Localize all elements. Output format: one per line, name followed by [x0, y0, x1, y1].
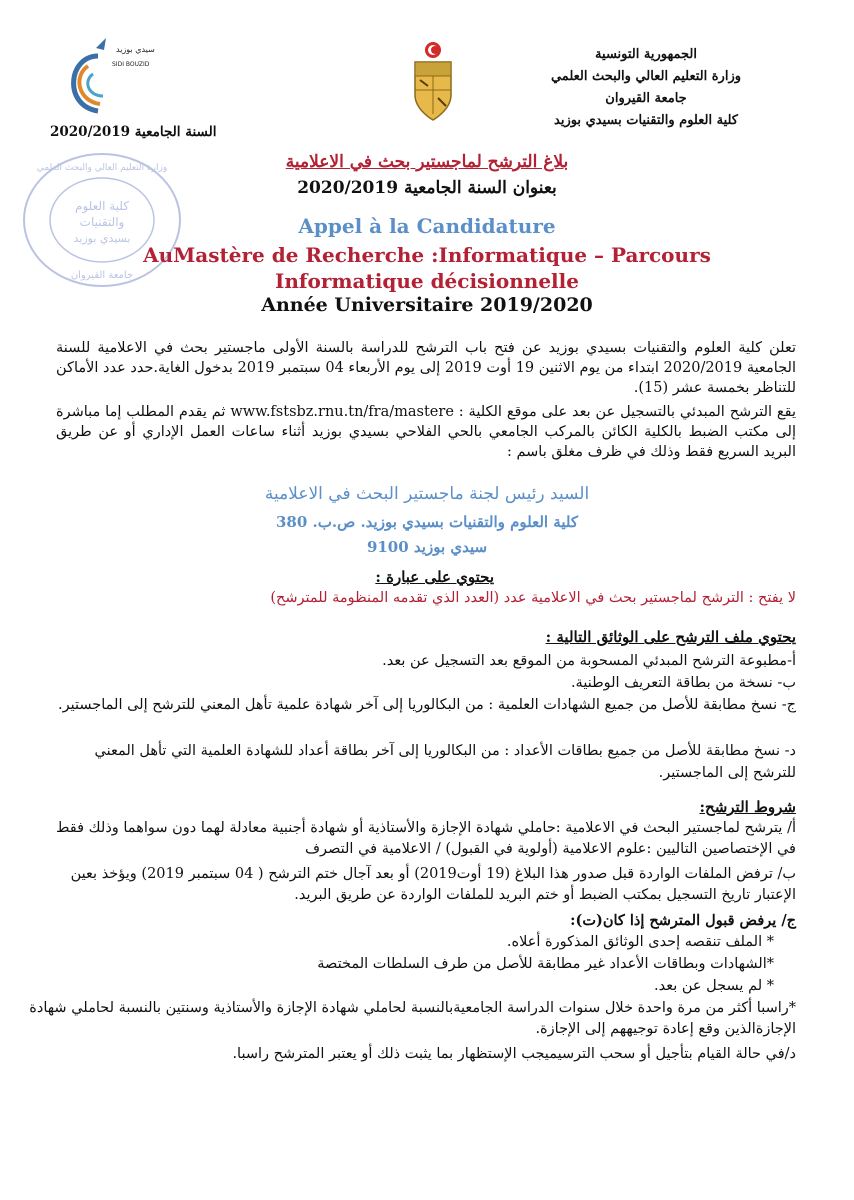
- rejection-item: *الشهادات وبطاقات الأعداد غير مطابقة للأصل من طرف السلطات المختصة: [317, 956, 774, 972]
- documents-title: يحتوي ملف الترشح على الوثائق التالية :: [545, 628, 796, 646]
- condition-item: ب/ ترفض الملفات الواردة قبل صدور هذا البلاغ (19 أوت2019) أو بعد آجال ختم الترشح ( 04 سبتمبر 2019) ويؤخذ بعين الإعتبار تاريخ التسجيل بمكتب الضبط أو ختم البريد للملفات الواردة عن طريق البريد.: [70, 866, 796, 903]
- republic-label: الجمهورية التونسية: [595, 47, 697, 62]
- stamp-line-5: جامعة القيروان: [70, 270, 134, 281]
- french-title: Appel à la Candidature: [298, 214, 556, 238]
- document-item: ج- نسخ مطابقة للأصل من جميع الشهادات العلمية : من البكالوريا إلى آخر شهادة علمية تأهل المعني للترشح إلى الماجستير.: [57, 697, 796, 713]
- address-city: سيدي بوزيد 9100: [366, 538, 488, 556]
- french-program: AuMastère de Recherche :Informatique – Parcours Informatique décisionnelle: [143, 243, 711, 293]
- stamp-line-2: كلية العلوم: [75, 199, 129, 213]
- faculty-logo: [48, 36, 158, 122]
- french-year: Année Universitaire 2019/2020: [261, 294, 593, 316]
- rejection-item: * لم يسجل عن بعد.: [653, 978, 774, 994]
- stamp-line-1: وزارة التعليم العالي والبحث العلمي: [36, 163, 168, 173]
- document-item: د- نسخ مطابقة للأصل من جميع بطاقات الأعداد : من البكالوريا إلى آخر بطاقة أعداد للشهادة العلمية التي تأهل المعني للترشح إلى الماجستير.: [94, 743, 796, 781]
- ministry-label: وزارة التعليم العالي والبحث العلمي: [550, 69, 742, 84]
- rejection-item: *راسبا أكثر من مرة واحدة خلال سنوات الدراسة الجامعيةبالنسبة لحاملي شهادة الإجازة والأستاذية وسنتين بالنسبة لحاملي شهادة الإجازةالذين وقع إعادة توجيههم إلى الإجازة.: [29, 1000, 796, 1037]
- registration-paragraph: يقع الترشح المبدئي بالتسجيل عن بعد على موقع الكلية : www.fstsbz.rnu.tn/fra/mastere ثم يقدم المطلب إما مباشرة إلى مكتب الضبط بالكلية الكائن بالمركب الجامعي بالحي الفلاحي بسيدي بوزيد أثناء ساعات العمل الإداري أو عن طريق البريد السريع فقط وذلك في ظرف مغلق باسم :: [56, 404, 796, 460]
- arabic-title: بلاغ الترشح لماجستير بحث في الاعلامية: [285, 152, 569, 172]
- announcement-paragraph: تعلن كلية العلوم والتقنيات بسيدي بوزيد عن فتح باب الترشح للدراسة بالسنة الأولى ماجستير بحث في الاعلامية للسنة الجامعية 2020/2019 ابتداء من يوم الاثنين 19 أوت 2019 إلى يوم الأربعاء 04 سبتمبر 2019 بدخول الغاية.حدد عدد الأماكن للتناظر بخمسة عشر (15).: [56, 340, 796, 396]
- conditions-title: شروط الترشح:: [699, 798, 796, 816]
- document-item: ب- نسخة من بطاقة التعريف الوطنية.: [570, 675, 796, 691]
- condition-item: ج/ يرفض قبول المترشح إذا كان(ت):: [570, 912, 796, 929]
- condition-item: أ/ يترشح لماجستير البحث في الاعلامية :حاملي شهادة الإجازة والأستاذية أو شهادة أجنبية معادلة لهما دون سواهما وذلك فقط في الإختصاصين التاليين :علوم الاعلامية (أولوية في القبول) / الاعلامية في التصرف: [56, 820, 796, 857]
- condition-item: د/في حالة القيام بتأجيل أو سحب الترسيميجب الإستظهار بما يثبت ذلك أو يعتبر المترشح راسبا.: [232, 1046, 796, 1062]
- address-faculty: كلية العلوم والتقنيات بسيدي بوزيد. ص.ب. 380: [276, 513, 578, 531]
- arabic-subtitle: بعنوان السنة الجامعية 2020/2019: [297, 178, 557, 198]
- academic-year-label: السنة الجامعية 2020/2019: [50, 124, 217, 140]
- envelope-text: لا يفتح : الترشح لماجستير بحث في الاعلامية عدد (العدد الذي تقدمه المنظومة للمترشح): [270, 590, 796, 606]
- address-recipient: السيد رئيس لجنة ماجستير البحث في الاعلامية: [264, 484, 590, 504]
- document-item: أ-مطبوعة الترشح المبدئي المسحوبة من الموقع بعد التسجيل عن بعد.: [382, 653, 796, 669]
- tunisia-emblem-icon: [410, 40, 456, 122]
- logo-text-ar: سيدي بوزيد: [116, 45, 155, 54]
- envelope-title: يحتوي على عبارة :: [375, 568, 494, 586]
- university-label: جامعة القيروان: [605, 91, 687, 106]
- institution-header: [496, 44, 796, 132]
- stamp-line-3: والتقنيات: [79, 215, 125, 229]
- rejection-item: * الملف تنقصه إحدى الوثائق المذكورة أعلاه.: [506, 934, 774, 950]
- faculty-label: كلية العلوم والتقنيات بسيدي بوزيد: [554, 113, 738, 128]
- stamp-line-4: بسيدي بوزيد: [73, 232, 131, 245]
- logo-text: SIDI BOUZID: [112, 61, 150, 68]
